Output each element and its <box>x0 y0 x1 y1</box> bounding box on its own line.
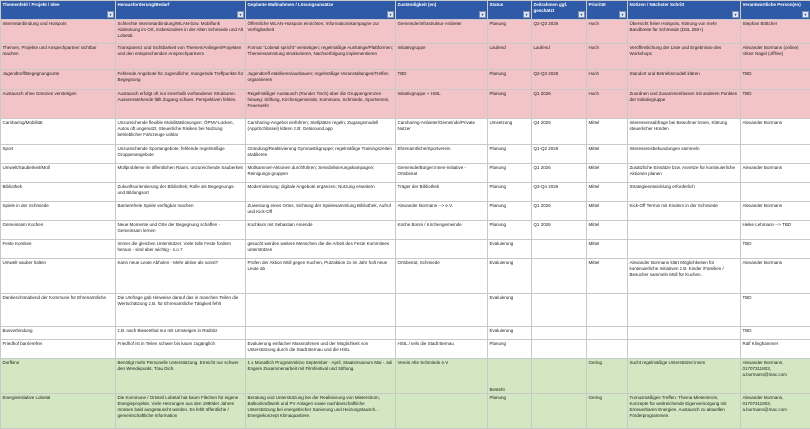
table-cell[interactable]: Fehlende Angebote für Jugendliche; mangelnde Treffpunkte für Begegnung <box>116 70 246 90</box>
table-row[interactable] <box>1 44 810 70</box>
table-cell[interactable]: Benötigt mehr Personelle Unterstützung. Erreicht nur schwer den Wendepunkt, Trau Dich. <box>116 359 246 394</box>
table-cell[interactable]: Q2-Q3 2026 <box>532 70 587 90</box>
table-cell[interactable]: Regelmäßiger Austausch (Runder Tisch) über die Gruppengrenzen hinweg: Stiftung, Kirchengemeinde, Kommune, Schmiede, Sportverein, Feuerwehr <box>246 90 396 119</box>
table-cell[interactable]: Mittel <box>587 221 628 240</box>
table-cell[interactable]: TBD <box>396 70 488 90</box>
table-cell[interactable]: Alexander Bormann --> e.V. <box>396 202 488 221</box>
table-cell[interactable]: Strategieentwicklung erforderlich <box>628 183 741 202</box>
table-row[interactable] <box>1 70 810 90</box>
table-cell[interactable]: Umsetzung <box>488 119 532 145</box>
table-cell[interactable]: Kochkurs mit Sebastian Amende <box>246 221 396 240</box>
table-cell[interactable]: Planung <box>488 221 532 240</box>
table-cell[interactable] <box>628 340 741 359</box>
table-cell[interactable]: Küche Bonni / Kirchengemeinde <box>396 221 488 240</box>
table-cell[interactable]: Dankeschönabend der Kommune für Ehrenamtliche <box>1 294 116 327</box>
table-cell[interactable]: Evaluierung <box>488 240 532 259</box>
column-header-label: Verantwortliche Person(en) <box>743 2 801 7</box>
column-header-label: Zeitrahmen ggf. geschätzt <box>534 2 568 13</box>
table-cell[interactable]: Evaluierung <box>488 327 532 340</box>
table-cell[interactable]: Zukunftsorientierung der Bibliothek; Rolle als Begegnungs- und Bildungsort <box>116 183 246 202</box>
table-cell[interactable]: Initiativgruppe <box>396 44 488 70</box>
table-cell[interactable] <box>741 183 810 202</box>
table-cell[interactable] <box>246 327 396 340</box>
table-cell[interactable]: Unzureichende Sportangebote; fehlende regelmäßige Gruppenangebote <box>116 145 246 164</box>
table-cell[interactable] <box>587 340 628 359</box>
table-row[interactable] <box>1 119 810 145</box>
table-row[interactable] <box>1 259 810 294</box>
table-cell[interactable]: Q1 2026 <box>532 221 587 240</box>
column-header[interactable] <box>246 1 396 20</box>
table-row[interactable] <box>1 183 810 202</box>
table-cell[interactable]: Q1-Q2 2026 <box>532 145 587 164</box>
filter-dropdown-icon[interactable]: ▾ <box>107 11 114 18</box>
table-cell[interactable]: Die Umfrage gab Hinweise darauf das in manchen Teilen die Wertschätzung z.B. für Ehrenamtliche Tätigkeit fehlt <box>116 294 246 327</box>
table-cell[interactable]: Mittel <box>587 202 628 221</box>
table-cell[interactable]: Planung <box>488 202 532 221</box>
table-cell[interactable]: Interessensbekundungen sammeln <box>628 145 741 164</box>
column-header[interactable] <box>587 1 628 20</box>
table-cell[interactable]: Planung <box>488 183 532 202</box>
table-cell[interactable]: TBD <box>741 70 810 90</box>
table-cell[interactable]: Carsharing/Mobilität <box>1 119 116 145</box>
table-cell[interactable]: Laufend <box>532 44 587 70</box>
table-cell[interactable]: Q1 2026 <box>532 202 587 221</box>
filter-dropdown-icon[interactable]: ▾ <box>523 11 530 18</box>
table-cell[interactable]: Planung <box>488 70 532 90</box>
table-cell[interactable]: Beratung und Unterstützung bei der Realisierung von Mieterstrom, Balkonkraftwerk und PV Anlagen sowie nachbarschaftliche Unterstützung bei energetischer Sanierung und Heizungstausch... Energiekonzept Klimaquartiere. <box>246 394 396 429</box>
table-cell[interactable]: Mittel <box>587 145 628 164</box>
column-header-label: Themenfeld / Projekt / Idee <box>3 2 60 7</box>
table-cell[interactable]: Planung <box>488 90 532 119</box>
table-cell[interactable]: Friedhof ist in Teilen schwer bis kaum zugänglich <box>116 340 246 359</box>
table-cell[interactable] <box>532 394 587 429</box>
column-header[interactable] <box>741 1 810 20</box>
table-cell[interactable]: TBD <box>741 90 810 119</box>
column-header[interactable] <box>532 1 587 20</box>
table-cell[interactable]: Internetanbindung und Hotspots <box>1 20 116 44</box>
table-cell[interactable]: 1 x Monatlich Programmkino September - April, Staatsmuseum Mai - Juli Engere Zusammenarbeit mit Filmfestival und Stiftung. <box>246 359 396 394</box>
table-cell[interactable]: Umwelt/Sauberkeit/Müll <box>1 164 116 183</box>
table-cell[interactable] <box>246 294 396 327</box>
table-cell[interactable]: Mittel <box>587 119 628 145</box>
table-cell[interactable] <box>587 294 628 327</box>
table-cell[interactable]: Feste Komitee <box>1 240 116 259</box>
table-row[interactable] <box>1 294 810 327</box>
table-cell[interactable]: Heike Lehmann --> TBD <box>741 221 810 240</box>
table-cell[interactable]: TBD <box>741 240 810 259</box>
table-cell[interactable]: Alexander Bormann, 01707311803, a.bormann@mac.com <box>741 359 810 394</box>
table-cell[interactable]: Planung <box>488 164 532 183</box>
table-cell[interactable]: Q1 2026 <box>532 90 587 119</box>
table-cell[interactable]: Planung <box>488 145 532 164</box>
table-cell[interactable] <box>587 327 628 340</box>
table-cell[interactable]: Kick-Off Termin mit Kindern in der Schmiede <box>628 202 741 221</box>
table-row[interactable] <box>1 394 810 429</box>
table-cell[interactable]: Alexander Bormann <box>741 164 810 183</box>
table-cell[interactable]: Mittel <box>587 183 628 202</box>
table-cell[interactable]: Neue Momente und Orte der Begegnung schaffen - Gemeinsam lernen <box>116 221 246 240</box>
table-cell[interactable]: Hoch <box>587 44 628 70</box>
filter-dropdown-icon[interactable]: ▾ <box>802 11 809 18</box>
table-cell[interactable]: Müllsammel-Aktionen durchführen; Sensibilisierungskampagne; Reinigungs-gruppen <box>246 164 396 183</box>
table-cell[interactable]: gesucht werden weitere Menschen die die Arbeit des Feste Kommitees unterstützen <box>246 240 396 259</box>
table-cell[interactable]: Format "Lobetal spricht" verstetigen; regelmäßige Aushänge/Plattformen; Themensammlung strukturieren, Nachverfolgung implementieren <box>246 44 396 70</box>
table-cell[interactable]: Alexander Bormann <box>741 119 810 145</box>
table-cell[interactable] <box>628 327 741 340</box>
table-cell[interactable] <box>532 340 587 359</box>
table-cell[interactable]: Jugendtreff/Begegnungsorte <box>1 70 116 90</box>
table-cell[interactable]: Verein Alte Schmiede e.V <box>396 359 488 394</box>
table-cell[interactable]: Friedhof barrierefrei <box>1 340 116 359</box>
column-header[interactable] <box>628 1 741 20</box>
table-cell[interactable]: Sucht regelmäßige Unterstützer:innen <box>628 359 741 394</box>
table-cell[interactable]: Immer die gleichen Unterstützer. Viele tolle Feste fordern heraus - sind aber wichtig - s.o.? <box>116 240 246 259</box>
table-cell[interactable]: Veröffentlichung der Liste und Ergebnisse des Workshops <box>628 44 741 70</box>
table-cell[interactable] <box>532 294 587 327</box>
table-cell[interactable]: Laufend <box>488 44 532 70</box>
filter-dropdown-icon[interactable]: ▾ <box>578 11 585 18</box>
table-cell[interactable]: Gemeinsam Kochen <box>1 221 116 240</box>
column-header[interactable] <box>116 1 246 20</box>
table-cell[interactable]: Zuordnen und Zusammenfassen mit anderen Punkten der Initiativgruppe <box>628 90 741 119</box>
table-cell[interactable]: Evaluierung einfacher Massnahmen und der Möglichkeit von Unterstützung durch die Stadt Bernau und die HStL <box>246 340 396 359</box>
table-cell[interactable]: Stephan Böttcher <box>741 20 810 44</box>
table-cell[interactable]: Prüfen der Aktion Müll gegen Kuchen, Putzaktion 2x im Jahr holt neue Leute ab <box>246 259 396 294</box>
table-cell[interactable]: Alexander Bormann <box>741 202 810 221</box>
table-cell[interactable]: Evaluierung <box>488 259 532 294</box>
table-cell[interactable]: Bibliothek <box>1 183 116 202</box>
table-cell[interactable]: Alexander Bormann (online) Viktor Nagel (offline) <box>741 44 810 70</box>
table-cell[interactable]: Gering <box>587 359 628 394</box>
table-cell[interactable]: Müllprobleme im öffentlichen Raum; unzureichende Sauberkeit <box>116 164 246 183</box>
table-cell[interactable]: Öffentliche WLAN-Hotspots einrichten; Informationskampagne zur Verfügbarkeit <box>246 20 396 44</box>
table-cell[interactable]: Alexander Bormann klärt Möglichkeiten für kontinuierliche Initiativen z.B. Kinder /Familien / Besucher sammeln Müll für Kuchen. <box>628 259 741 294</box>
table-cell[interactable]: Turnusmäßiges Treffen: Thema Mieterstrom, Konzepte für weitreichende Eigenversorgung mit Erneuerbaren Energien. Austausch zu aktuellen Förderprogrammen. <box>628 394 741 429</box>
table-cell[interactable]: Planung <box>488 340 532 359</box>
table-cell[interactable]: Q4 2025 <box>532 119 587 145</box>
table-cell[interactable]: Mittel <box>587 240 628 259</box>
table-cell[interactable]: TBD <box>741 327 810 340</box>
table-cell[interactable]: Jugendtreff etablieren/ausbauen; regelmäßige Veranstaltungen/Treffen organisieren <box>246 70 396 90</box>
table-row[interactable] <box>1 340 810 359</box>
column-header-label: Herausforderung/Bedarf <box>118 2 170 7</box>
table-cell[interactable]: Gemeinde/Bürger:innen-Initiative - Ortsbeirat <box>396 164 488 183</box>
table-cell[interactable]: Q3-Q4 2026 <box>532 183 587 202</box>
table-cell[interactable]: Die Kommune / Ortsteil Lobetal hat kaum Flächen für eigene Energieprojekte. Viele Heizungen aus den 1990der Jahren müssen bald ausgetauscht werden. Es fehlt öffentliche / gemeinschaftliche Information <box>116 394 246 429</box>
filter-dropdown-icon[interactable]: ▾ <box>387 11 394 18</box>
table-cell[interactable]: Mittel <box>587 164 628 183</box>
column-header[interactable] <box>396 1 488 20</box>
table-row[interactable] <box>1 145 810 164</box>
table-cell[interactable] <box>628 240 741 259</box>
table-cell[interactable]: Kann neue Leute Abholen - Mehr aktive als sonst? <box>116 259 246 294</box>
table-cell[interactable]: Ortsbeirat, Schmiede <box>396 259 488 294</box>
table-cell[interactable]: Besteht <box>488 359 532 394</box>
table-cell[interactable] <box>532 259 587 294</box>
table-cell[interactable]: Schlechte Internetanbindung/WLAN-bzw. Mobilfunk Abdeckung im Ort, insbesondere in der Alten Schmiede und Alt Lobetal. <box>116 20 246 44</box>
filter-dropdown-icon[interactable]: ▾ <box>237 11 244 18</box>
table-cell[interactable]: Hoch <box>587 20 628 44</box>
table-cell[interactable]: Hoch <box>587 90 628 119</box>
table-cell[interactable]: Umwelt sauber halten <box>1 259 116 294</box>
table-cell[interactable]: Q1 2026 <box>532 164 587 183</box>
column-header-label: Status <box>490 2 504 7</box>
table-cell[interactable]: Transparenz und Sichtbarkeit von Themen/Anliegen/Projekten und den entsprechenden Ansprechpartnern <box>116 44 246 70</box>
table-cell[interactable]: Träger der Bibliothek <box>396 183 488 202</box>
table-cell[interactable]: Initiativgruppe + HStL <box>396 90 488 119</box>
table-cell[interactable]: HStL / teils die Stadt Bernau <box>396 340 488 359</box>
table-cell[interactable]: Unzureichende flexible Mobilitätslösungen; ÖPNV-Lücken, Autos oft ungenutzt. Steuerliche Risiken bei Nutzung betrieblicher Fahrzeuge unklar <box>116 119 246 145</box>
table-cell[interactable]: Zusätzliche Einsätze bzw. Anreitze für kontinuierliche Aktionen planen <box>628 164 741 183</box>
table-cell[interactable]: Alexander Bormann, 01707311803, a.bormann@mac.com <box>741 394 810 429</box>
table-cell[interactable] <box>396 327 488 340</box>
table-row[interactable] <box>1 20 810 44</box>
table-cell[interactable]: Gemeinde/Infrastruktur-Anbieter <box>396 20 488 44</box>
table-cell[interactable]: Austausch erfolgt oft nur innerhalb vorhandener Strukturen. Aussensstehende fällt Zugang schwer. Perspektiven fehlen. <box>116 90 246 119</box>
table-cell[interactable] <box>628 294 741 327</box>
table-cell[interactable]: Evaluierung <box>488 294 532 327</box>
table-cell[interactable]: Energieinitiative Lobetal <box>1 394 116 429</box>
table-cell[interactable]: Themen, Projekte und Anspechpartner sichtbar machen <box>1 44 116 70</box>
table-cell[interactable]: Planung <box>488 20 532 44</box>
table-cell[interactable]: Barrierefreie Spiele verfügbar machen <box>116 202 246 221</box>
column-header[interactable] <box>1 1 116 20</box>
table-cell[interactable]: Gering <box>587 394 628 429</box>
column-header-label: Notizen / Nächster Schritt <box>630 2 685 7</box>
table-row[interactable] <box>1 359 810 394</box>
table-row[interactable] <box>1 221 810 240</box>
table-cell[interactable]: TBD <box>741 294 810 327</box>
table-cell[interactable]: Busverbindung <box>1 327 116 340</box>
table-cell[interactable]: Alexander Bormann <box>741 259 810 294</box>
filter-dropdown-icon[interactable]: ▾ <box>732 11 739 18</box>
table-cell[interactable] <box>628 221 741 240</box>
table-cell[interactable]: Austausch ohne Grenzen verstetigen <box>1 90 116 119</box>
table-cell[interactable] <box>396 294 488 327</box>
table-cell[interactable]: Mittel <box>587 259 628 294</box>
table-cell[interactable] <box>532 327 587 340</box>
filter-dropdown-icon[interactable]: ▾ <box>479 11 486 18</box>
table-cell[interactable]: Gründung/Reaktivierung Gymnastikgruppe; regelmäßige Trainingszeiten etablieren <box>246 145 396 164</box>
table-cell[interactable] <box>396 394 488 429</box>
header-row <box>1 1 810 20</box>
table-row[interactable] <box>1 90 810 119</box>
column-header[interactable] <box>488 1 532 20</box>
table-row[interactable] <box>1 240 810 259</box>
table-cell[interactable] <box>396 240 488 259</box>
table-cell[interactable]: Übersicht freier Hotspots, Klärung von mehr Bandbreite für Schmiede (DSL 250+) <box>628 20 741 44</box>
table-cell[interactable] <box>532 240 587 259</box>
table-cell[interactable]: Zuweisung eines Ortes, Sichtung der Spielesammlung Bibliothek, Aufruf und Kick-Off <box>246 202 396 221</box>
filter-dropdown-icon[interactable]: ▾ <box>619 11 626 18</box>
table-cell[interactable]: Interessensabfrage bei Bewohner:innen, Klärung steuerlicher Hürden <box>628 119 741 145</box>
table-cell[interactable] <box>532 359 587 394</box>
table-cell[interactable]: Ralf Klinghammer <box>741 340 810 359</box>
table-cell[interactable]: Ehrenamtliche/Sportverein <box>396 145 488 164</box>
table-row[interactable] <box>1 164 810 183</box>
table-cell[interactable]: Standort und Betriebsmodell klären <box>628 70 741 90</box>
table-row[interactable] <box>1 202 810 221</box>
table-row[interactable] <box>1 327 810 340</box>
table-cell[interactable]: Q2-Q3 2026 <box>532 20 587 44</box>
table-cell[interactable]: Planung <box>488 394 532 429</box>
column-header-label: Priorität <box>589 2 606 7</box>
table-cell[interactable]: Carsharing-Anbieter/Gemeinde/Private Nutzer <box>396 119 488 145</box>
table-cell[interactable]: Sport <box>1 145 116 164</box>
table-cell[interactable]: z.B. nach Biesenthal nur mit Umsteigen in Rüdnitz <box>116 327 246 340</box>
table-cell[interactable]: Hoch <box>587 70 628 90</box>
table-cell[interactable]: Dorfkino <box>1 359 116 394</box>
column-header-label: Zuständigkeit (en) <box>398 2 437 7</box>
table-cell[interactable]: Spiele in der Schmiede <box>1 202 116 221</box>
table-cell[interactable]: Modernisierung; digitale Angebote ergänzen; Nutzung erweitern <box>246 183 396 202</box>
table-cell[interactable] <box>741 145 810 164</box>
column-header-label: Geplante Maßnahmen / Lösungsansätze <box>248 2 334 7</box>
table-cell[interactable]: Carsharing-Angebot einführen; Stellplätze regeln; Zugangsmodell (App/Schlüssel) klären z.B: Getaround.app <box>246 119 396 145</box>
